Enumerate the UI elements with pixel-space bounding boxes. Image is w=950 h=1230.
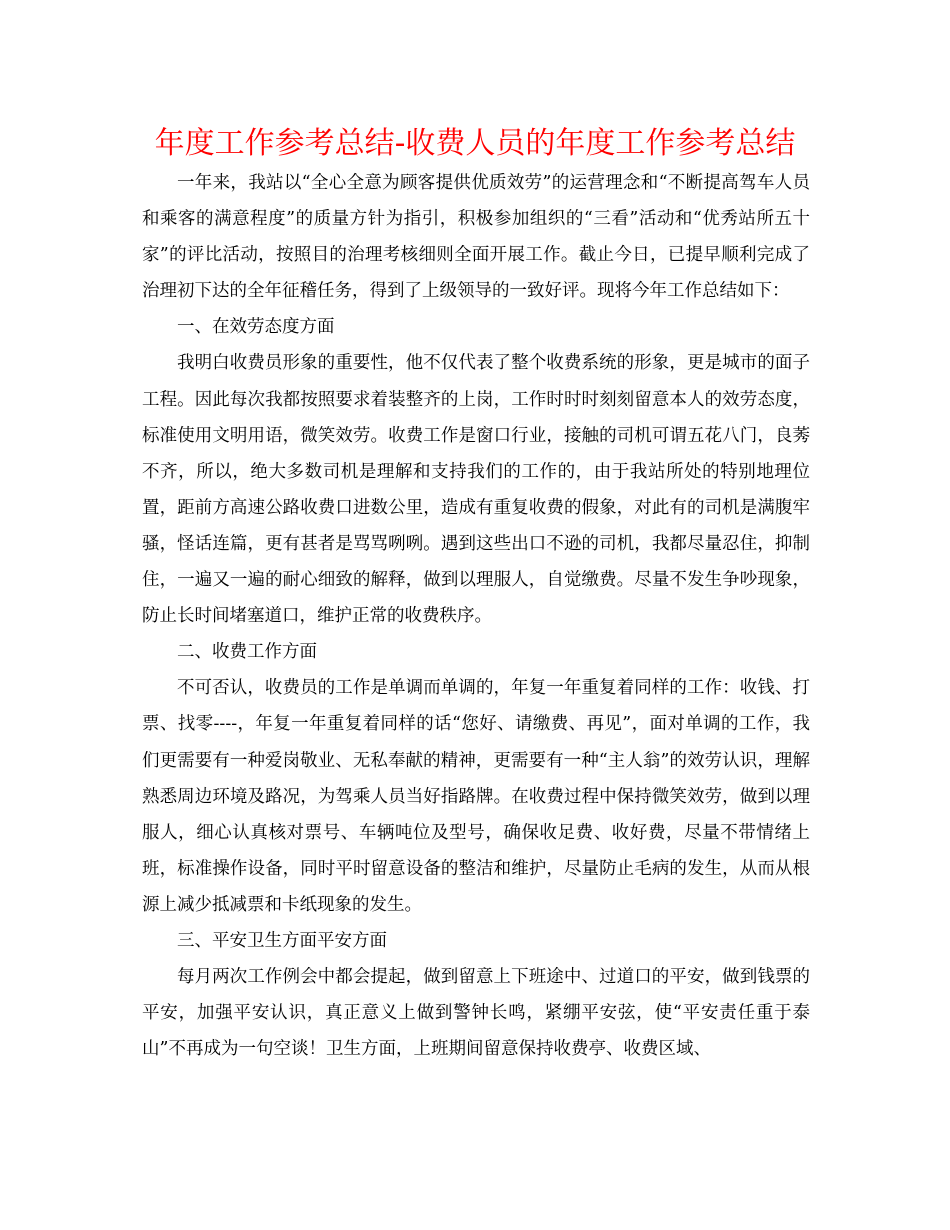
intro-paragraph: 一年来，我站以“全心全意为顾客提供优质效劳”的运营理念和“不断提高驾车人员和乘客的满意程度”的质量方针为指引，积极参加组织的“三看”活动和“优秀站所五十家”的评比活动，按照目的治理考核细则全面开展工作。截止今日，已提早顺利完成了治理初下达的全年征稽任务，得到了上级领导的一致好评。现将今年工作总结如下： [142, 173, 810, 302]
document-body [142, 165, 810, 1067]
service-attitude-paragraph: 我明白收费员形象的重要性，他不仅代表了整个收费系统的形象，更是城市的面子工程。因此每次我都按照要求着装整齐的上岗，工作时时时刻刻留意本人的效劳态度，标准使用文明用语，微笑效劳。收费工作是窗口行业，接触的司机可谓五花八门，良莠不齐，所以，绝大多数司机是理解和支持我们的工作的，由于我站所处的特别地理位置，距前方高速公路收费口进数公里，造成有重复收费的假象，对此有的司机是满腹牢骚，怪话连篇，更有甚者是骂骂咧咧。遇到这些出口不逊的司机，我都尽量忍住，抑制住，一遍又一遍的耐心细致的解释，做到以理服人，自觉缴费。尽量不发生争吵现象，防止长时间堵塞道口，维护正常的收费秩序。 [142, 353, 810, 627]
toll-work-paragraph: 不可否认，收费员的工作是单调而单调的，年复一年重复着同样的工作：收钱、打票、找零----，年复一年重复着同样的话“您好、请缴费、再见”，面对单调的工作，我们更需要有一种爱岗敬业、无私奉献的精神，更需要有一种“主人翁”的效劳认识，理解熟悉周边环境及路况，为驾乘人员当好指路牌。在收费过程中保持微笑效劳，做到以理服人，细心认真核对票号、车辆吨位及型号，确保收足费、收好费，尽量不带情绪上班，标准操作设备，同时平时留意设备的整洁和维护，尽量防止毛病的发生，从而从根源上减少抵减票和卡纸现象的发生。 [142, 678, 810, 915]
section-heading-toll-work: 二、收费工作方面 [177, 642, 317, 663]
document-title: 年度工作参考总结-收费人员的年度工作参考总结 [154, 126, 796, 161]
section-heading-safety-hygiene: 三、平安卫生方面平安方面 [177, 930, 387, 951]
safety-hygiene-paragraph: 每月两次工作例会中都会提起，做到留意上下班途中、过道口的平安，做到钱票的平安，加强平安认识，真正意义上做到警钟长鸣，紧绷平安弦，使“平安责任重于泰山”不再成为一句空谈！卫生方面，上班期间留意保持收费亭、收费区域、 [142, 967, 810, 1060]
section-heading-service-attitude: 一、在效劳态度方面 [177, 317, 335, 338]
